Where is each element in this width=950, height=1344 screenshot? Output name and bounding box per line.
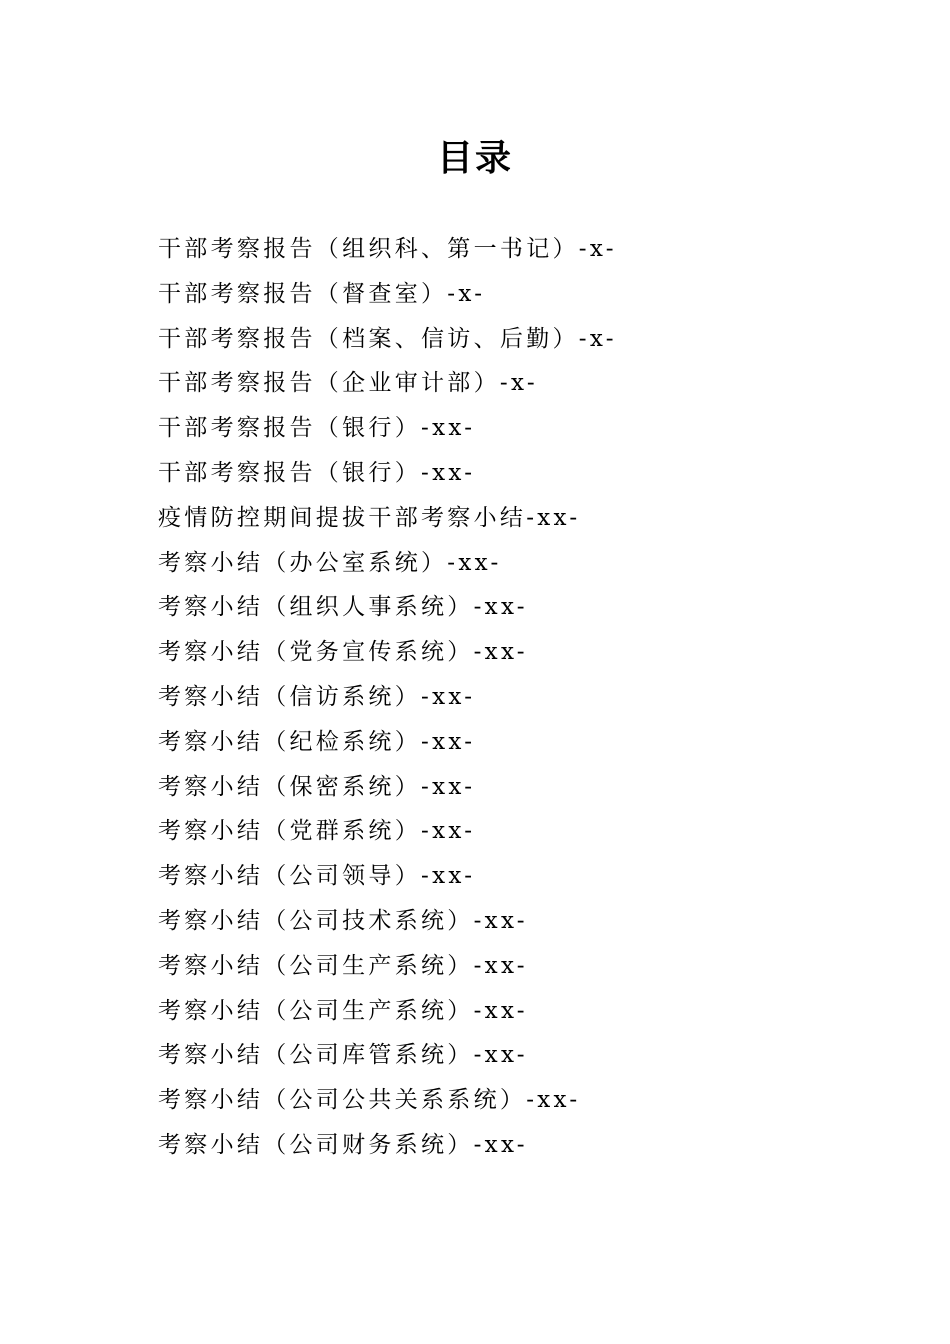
toc-entry[interactable]: 考察小结（办公室系统）-xx- [158, 549, 502, 576]
toc-entry[interactable]: 考察小结（信访系统）-xx- [158, 683, 476, 710]
page-title: 目录 [436, 137, 513, 179]
toc-entry[interactable]: 考察小结（组织人事系统）-xx- [158, 594, 528, 621]
toc-entry[interactable]: 考察小结（公司生产系统）-xx- [158, 952, 528, 979]
table-of-contents [158, 227, 617, 1168]
toc-entry[interactable]: 考察小结（公司库管系统）-xx- [158, 1042, 528, 1069]
toc-entry[interactable]: 干部考察报告（银行）-xx- [158, 415, 476, 442]
toc-entry[interactable]: 考察小结（公司财务系统）-xx- [158, 1131, 528, 1158]
toc-entry[interactable]: 考察小结（公司公共关系系统）-xx- [158, 1087, 581, 1114]
toc-entry[interactable]: 考察小结（党务宣传系统）-xx- [158, 639, 528, 666]
toc-entry[interactable]: 干部考察报告（企业审计部）-x- [158, 370, 538, 397]
toc-entry[interactable]: 考察小结（保密系统）-xx- [158, 773, 476, 800]
toc-entry[interactable]: 干部考察报告（组织科、第一书记）-x- [158, 236, 617, 262]
toc-entry[interactable]: 考察小结（公司技术系统）-xx- [158, 907, 528, 934]
toc-entry[interactable]: 疫情防控期间提拔干部考察小结-xx- [158, 504, 581, 531]
toc-entry[interactable]: 干部考察报告（银行）-xx- [158, 459, 476, 486]
toc-entry[interactable]: 干部考察报告（档案、信访、后勤）-x- [158, 325, 617, 352]
toc-entry[interactable]: 考察小结（公司领导）-xx- [158, 863, 476, 890]
toc-entry[interactable]: 考察小结（纪检系统）-xx- [158, 728, 476, 755]
toc-entry[interactable]: 考察小结（党群系统）-xx- [158, 818, 476, 845]
toc-entry[interactable]: 考察小结（公司生产系统）-xx- [158, 997, 528, 1024]
toc-entry[interactable]: 干部考察报告（督查室）-x- [158, 280, 486, 307]
